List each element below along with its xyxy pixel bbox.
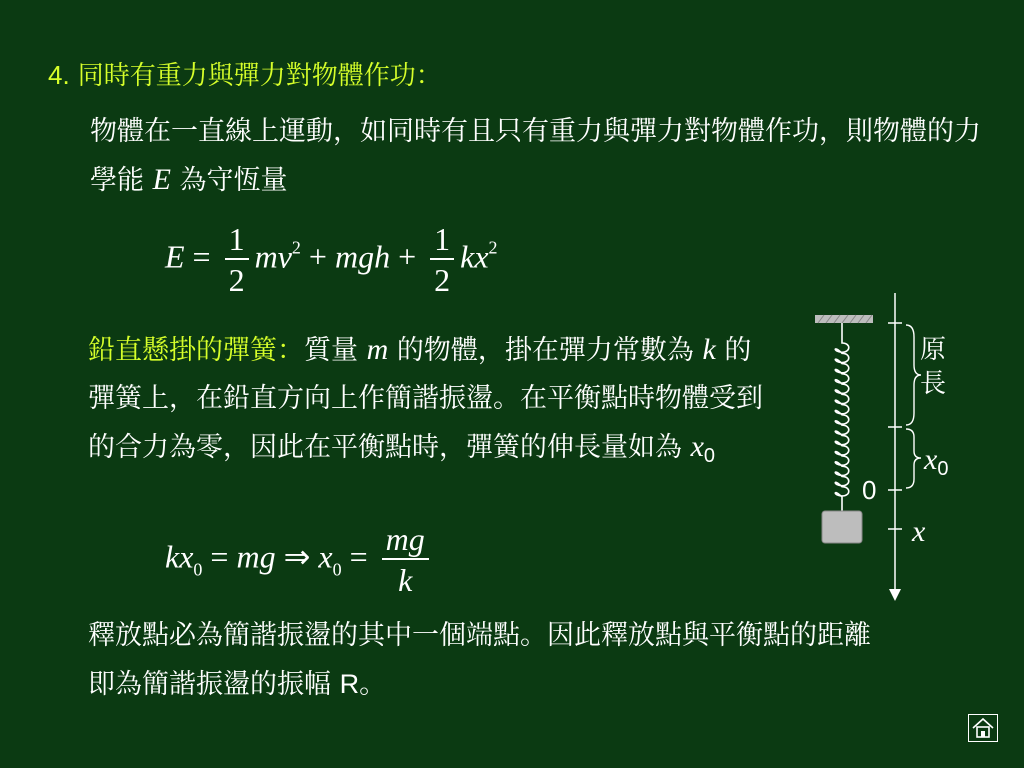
energy-equation [165,220,498,300]
paragraph-text: 質量 [304,335,358,366]
eq-implies: ⇒ [283,538,311,575]
frac-denominator: 2 [228,262,245,298]
label-x0 [924,443,948,481]
frac-denominator: 2 [434,262,451,298]
eq-equals: = [210,538,229,575]
spring-diagram-svg [800,285,980,605]
label-x0-var: x [924,443,938,476]
label-natural-length: 原長 [920,335,947,399]
paragraph-text: 為守恆量 [179,165,288,196]
var-k: k [702,333,716,366]
mass-block [822,511,862,543]
paragraph-conservation [90,108,990,205]
paragraph-text: 。 [359,669,387,700]
eq-equals: = [349,538,368,575]
paragraph-vertical-spring [88,326,768,480]
eq-equals: = [192,238,211,275]
paragraph-amplitude [88,612,888,709]
brace-x0 [906,429,921,488]
home-button[interactable] [968,714,998,742]
paragraph-text: 釋放點必為簡諧振盪的其中一個端點。因此釋放點與平衡點的距離即為簡諧振盪的振幅 [88,620,871,700]
frac-numerator: mg [382,520,429,560]
eq-subscript: 0 [332,559,342,580]
spring-diagram [800,285,980,609]
spring [835,323,849,511]
home-icon [969,715,997,741]
eq-symbol: x [318,538,333,575]
frac-numerator: 1 [430,220,454,260]
eq-symbol: E [165,238,185,275]
eq-term: mv [254,238,292,275]
frac-numerator: 1 [225,220,249,260]
eq-term: mg [236,538,276,575]
paragraph-text: 的彈簧上，在鉛直方向上作簡諧振盪。在平衡點時物體受到的合力為零，因此在平衡點時，彈簧的伸長量如為 [88,335,763,463]
eq-term: kx [460,238,489,275]
fraction-mg-over-k [382,520,429,600]
eq-plus: + [308,238,327,275]
section-number: 4. [48,60,70,90]
fraction-half [225,220,249,300]
fraction-half [430,220,454,300]
eq-symbol: x [179,538,194,575]
section-title: 同時有重力與彈力對物體作功： [77,61,442,91]
frac-denominator: k [398,562,413,598]
var-E: E [152,163,171,196]
paragraph-title: 鉛直懸掛的彈簧： [88,335,304,366]
axis-arrow [889,589,901,601]
eq-exponent: 2 [488,237,498,258]
brace-natural-length [906,325,921,425]
eq-subscript: 0 [193,559,203,580]
eq-plus: + [398,238,417,275]
var-subscript: 0 [703,445,716,467]
equilibrium-equation [165,520,435,600]
eq-term: mgh [334,238,391,275]
var-m: m [366,333,389,366]
var-R: R [339,669,360,699]
eq-exponent: 2 [291,237,301,258]
section-heading [48,55,442,92]
paragraph-text: 的物體，掛在彈力常數為 [396,335,694,366]
paragraph-text: 物體在一直線上運動，如同時有且只有重力與彈力對物體作功，則物體的力學能 [90,116,981,196]
label-x0-sub: 0 [937,458,949,480]
var-x: x [690,430,704,463]
label-zero: 0 [862,475,877,505]
eq-symbol: k [165,538,180,575]
label-x: x [912,515,926,548]
